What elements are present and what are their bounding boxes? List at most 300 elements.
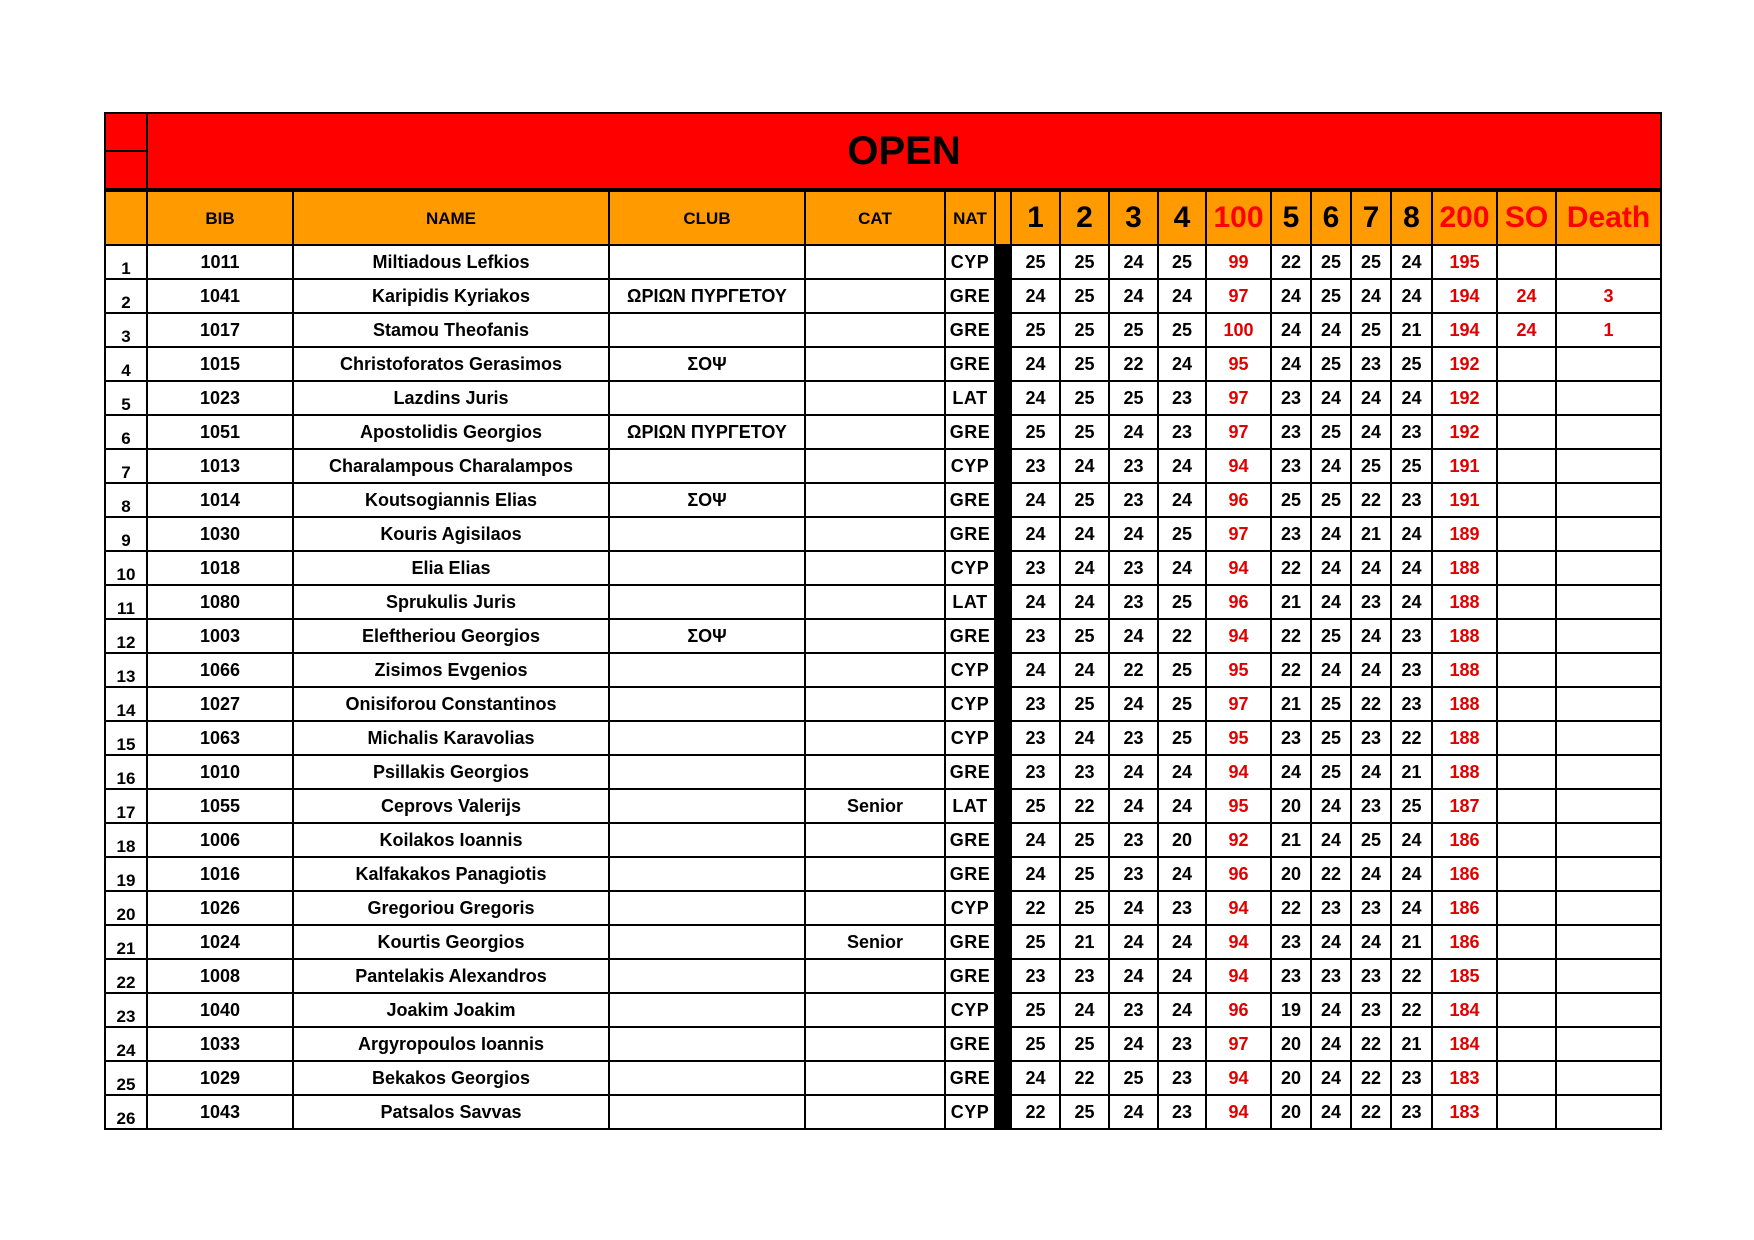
subtotal-100-cell: 94 <box>1206 449 1271 483</box>
series-6-cell: 25 <box>1311 279 1351 313</box>
subtotal-100-cell: 97 <box>1206 415 1271 449</box>
name-cell: Kalfakakos Panagiotis <box>293 857 609 891</box>
series-7-cell: 24 <box>1351 279 1391 313</box>
series-7-cell: 24 <box>1351 551 1391 585</box>
club-cell <box>609 313 805 347</box>
rank-cell: 12 <box>105 619 147 653</box>
subtotal-100-cell: 94 <box>1206 619 1271 653</box>
results-table <box>104 112 1662 1130</box>
name-cell: Onisiforou Constantinos <box>293 687 609 721</box>
rank-cell: 19 <box>105 857 147 891</box>
bib-cell: 1026 <box>147 891 293 925</box>
shootoff-cell <box>1497 925 1556 959</box>
series-6-cell: 23 <box>1311 891 1351 925</box>
shootoff-cell <box>1497 415 1556 449</box>
header-cat: CAT <box>805 190 945 245</box>
series-2-cell: 22 <box>1060 789 1109 823</box>
rank-cell: 23 <box>105 993 147 1027</box>
series-8-cell: 24 <box>1391 823 1432 857</box>
series-5-cell: 23 <box>1271 925 1311 959</box>
series-8-cell: 23 <box>1391 483 1432 517</box>
series-8-cell: 24 <box>1391 381 1432 415</box>
rank-cell: 17 <box>105 789 147 823</box>
cat-cell: Senior <box>805 789 945 823</box>
cat-cell <box>805 959 945 993</box>
cat-cell <box>805 381 945 415</box>
series-4-cell: 23 <box>1158 415 1206 449</box>
series-4-cell: 24 <box>1158 857 1206 891</box>
shootoff-cell <box>1497 1095 1556 1129</box>
series-6-cell: 23 <box>1311 959 1351 993</box>
shootoff-cell <box>1497 517 1556 551</box>
series-1-cell: 25 <box>1011 1027 1060 1061</box>
header-series-1: 1 <box>1011 190 1060 245</box>
death-cell <box>1556 755 1661 789</box>
cat-cell <box>805 483 945 517</box>
series-4-cell: 24 <box>1158 279 1206 313</box>
divider-cell <box>995 449 1011 483</box>
series-3-cell: 25 <box>1109 381 1158 415</box>
bib-cell: 1027 <box>147 687 293 721</box>
series-6-cell: 24 <box>1311 1095 1351 1129</box>
series-7-cell: 24 <box>1351 857 1391 891</box>
bib-cell: 1051 <box>147 415 293 449</box>
series-7-cell: 24 <box>1351 925 1391 959</box>
series-7-cell: 24 <box>1351 415 1391 449</box>
series-7-cell: 24 <box>1351 619 1391 653</box>
rank-cell: 22 <box>105 959 147 993</box>
nat-cell: GRE <box>945 517 995 551</box>
subtotal-100-cell: 96 <box>1206 585 1271 619</box>
death-cell <box>1556 891 1661 925</box>
shootoff-cell <box>1497 857 1556 891</box>
table-row <box>105 1095 1661 1129</box>
series-1-cell: 24 <box>1011 857 1060 891</box>
name-cell: Psillakis Georgios <box>293 755 609 789</box>
nat-cell: GRE <box>945 823 995 857</box>
series-1-cell: 25 <box>1011 313 1060 347</box>
cat-cell <box>805 993 945 1027</box>
series-3-cell: 24 <box>1109 279 1158 313</box>
series-1-cell: 24 <box>1011 1061 1060 1095</box>
subtotal-100-cell: 95 <box>1206 721 1271 755</box>
subtotal-100-cell: 100 <box>1206 313 1271 347</box>
club-cell <box>609 449 805 483</box>
nat-cell: CYP <box>945 449 995 483</box>
series-2-cell: 25 <box>1060 857 1109 891</box>
series-8-cell: 23 <box>1391 415 1432 449</box>
series-5-cell: 24 <box>1271 347 1311 381</box>
death-cell <box>1556 619 1661 653</box>
divider-cell <box>995 313 1011 347</box>
divider-cell <box>995 1095 1011 1129</box>
series-6-cell: 25 <box>1311 483 1351 517</box>
series-2-cell: 24 <box>1060 721 1109 755</box>
total-200-cell: 188 <box>1432 551 1497 585</box>
shootoff-cell <box>1497 347 1556 381</box>
series-8-cell: 24 <box>1391 857 1432 891</box>
divider-cell <box>995 653 1011 687</box>
series-1-cell: 25 <box>1011 245 1060 279</box>
series-5-cell: 24 <box>1271 755 1311 789</box>
header-bib: BIB <box>147 190 293 245</box>
series-2-cell: 23 <box>1060 755 1109 789</box>
nat-cell: LAT <box>945 585 995 619</box>
shootoff-cell <box>1497 585 1556 619</box>
divider-cell <box>995 279 1011 313</box>
name-cell: Eleftheriou Georgios <box>293 619 609 653</box>
series-8-cell: 21 <box>1391 755 1432 789</box>
series-6-cell: 24 <box>1311 1061 1351 1095</box>
page-title: OPEN <box>147 113 1661 190</box>
series-1-cell: 25 <box>1011 925 1060 959</box>
rank-cell: 18 <box>105 823 147 857</box>
club-cell <box>609 925 805 959</box>
series-8-cell: 21 <box>1391 925 1432 959</box>
name-cell: Kourtis Georgios <box>293 925 609 959</box>
name-cell: Michalis Karavolias <box>293 721 609 755</box>
name-cell: Kouris Agisilaos <box>293 517 609 551</box>
nat-cell: LAT <box>945 789 995 823</box>
club-cell <box>609 653 805 687</box>
series-4-cell: 24 <box>1158 755 1206 789</box>
shootoff-cell: 24 <box>1497 279 1556 313</box>
series-5-cell: 22 <box>1271 551 1311 585</box>
table-row <box>105 585 1661 619</box>
series-1-cell: 23 <box>1011 551 1060 585</box>
series-8-cell: 25 <box>1391 789 1432 823</box>
series-3-cell: 23 <box>1109 449 1158 483</box>
series-3-cell: 24 <box>1109 925 1158 959</box>
cat-cell <box>805 653 945 687</box>
bib-cell: 1018 <box>147 551 293 585</box>
series-1-cell: 22 <box>1011 1095 1060 1129</box>
divider-cell <box>995 483 1011 517</box>
cat-cell <box>805 585 945 619</box>
divider-cell <box>995 1027 1011 1061</box>
series-4-cell: 24 <box>1158 993 1206 1027</box>
table-row <box>105 347 1661 381</box>
total-200-cell: 194 <box>1432 313 1497 347</box>
nat-cell: GRE <box>945 755 995 789</box>
bib-cell: 1066 <box>147 653 293 687</box>
cat-cell <box>805 313 945 347</box>
shootoff-cell <box>1497 381 1556 415</box>
bib-cell: 1029 <box>147 1061 293 1095</box>
shootoff-cell: 24 <box>1497 313 1556 347</box>
results-sheet <box>104 112 1660 1130</box>
series-6-cell: 24 <box>1311 585 1351 619</box>
series-8-cell: 22 <box>1391 721 1432 755</box>
series-1-cell: 23 <box>1011 619 1060 653</box>
series-1-cell: 25 <box>1011 993 1060 1027</box>
name-cell: Zisimos Evgenios <box>293 653 609 687</box>
table-row <box>105 449 1661 483</box>
table-row <box>105 823 1661 857</box>
divider-cell <box>995 993 1011 1027</box>
series-8-cell: 24 <box>1391 245 1432 279</box>
series-2-cell: 24 <box>1060 551 1109 585</box>
death-cell <box>1556 1095 1661 1129</box>
bib-cell: 1017 <box>147 313 293 347</box>
divider-cell <box>995 721 1011 755</box>
series-2-cell: 25 <box>1060 347 1109 381</box>
series-4-cell: 24 <box>1158 551 1206 585</box>
shootoff-cell <box>1497 1061 1556 1095</box>
series-8-cell: 24 <box>1391 585 1432 619</box>
series-1-cell: 24 <box>1011 585 1060 619</box>
rank-cell: 11 <box>105 585 147 619</box>
total-200-cell: 188 <box>1432 585 1497 619</box>
series-7-cell: 23 <box>1351 347 1391 381</box>
series-6-cell: 24 <box>1311 789 1351 823</box>
total-200-cell: 187 <box>1432 789 1497 823</box>
series-6-cell: 25 <box>1311 721 1351 755</box>
series-6-cell: 24 <box>1311 381 1351 415</box>
total-200-cell: 183 <box>1432 1095 1497 1129</box>
total-200-cell: 189 <box>1432 517 1497 551</box>
series-3-cell: 24 <box>1109 755 1158 789</box>
divider-cell <box>995 789 1011 823</box>
rank-cell: 3 <box>105 313 147 347</box>
series-3-cell: 24 <box>1109 687 1158 721</box>
bib-cell: 1006 <box>147 823 293 857</box>
bib-cell: 1080 <box>147 585 293 619</box>
total-200-cell: 194 <box>1432 279 1497 313</box>
divider-cell <box>995 857 1011 891</box>
total-200-cell: 188 <box>1432 653 1497 687</box>
shootoff-cell <box>1497 721 1556 755</box>
series-7-cell: 25 <box>1351 449 1391 483</box>
series-7-cell: 22 <box>1351 483 1391 517</box>
table-row <box>105 483 1661 517</box>
header-series-8: 8 <box>1391 190 1432 245</box>
bib-cell: 1041 <box>147 279 293 313</box>
series-5-cell: 23 <box>1271 381 1311 415</box>
subtotal-100-cell: 94 <box>1206 755 1271 789</box>
divider-cell <box>995 381 1011 415</box>
club-cell <box>609 891 805 925</box>
series-4-cell: 24 <box>1158 925 1206 959</box>
series-8-cell: 23 <box>1391 687 1432 721</box>
series-4-cell: 22 <box>1158 619 1206 653</box>
club-cell: ΣΟΨ <box>609 347 805 381</box>
cat-cell <box>805 619 945 653</box>
series-8-cell: 23 <box>1391 653 1432 687</box>
cat-cell <box>805 1061 945 1095</box>
subtotal-100-cell: 99 <box>1206 245 1271 279</box>
series-3-cell: 23 <box>1109 993 1158 1027</box>
series-2-cell: 24 <box>1060 449 1109 483</box>
death-cell <box>1556 585 1661 619</box>
total-200-cell: 195 <box>1432 245 1497 279</box>
subtotal-100-cell: 95 <box>1206 789 1271 823</box>
total-200-cell: 188 <box>1432 619 1497 653</box>
death-cell <box>1556 721 1661 755</box>
table-row <box>105 279 1661 313</box>
nat-cell: CYP <box>945 245 995 279</box>
total-200-cell: 188 <box>1432 721 1497 755</box>
total-200-cell: 185 <box>1432 959 1497 993</box>
series-5-cell: 23 <box>1271 415 1311 449</box>
club-cell <box>609 959 805 993</box>
nat-cell: CYP <box>945 551 995 585</box>
series-3-cell: 24 <box>1109 1027 1158 1061</box>
death-cell <box>1556 789 1661 823</box>
shootoff-cell <box>1497 823 1556 857</box>
club-cell: ΩΡΙΩΝ ΠΥΡΓΕΤΟΥ <box>609 279 805 313</box>
divider-cell <box>995 517 1011 551</box>
series-4-cell: 23 <box>1158 1061 1206 1095</box>
subtotal-100-cell: 97 <box>1206 1027 1271 1061</box>
series-1-cell: 23 <box>1011 449 1060 483</box>
nat-cell: CYP <box>945 993 995 1027</box>
table-row <box>105 1027 1661 1061</box>
series-3-cell: 23 <box>1109 585 1158 619</box>
header-row <box>105 190 1661 245</box>
cat-cell <box>805 721 945 755</box>
nat-cell: GRE <box>945 1027 995 1061</box>
divider-cell <box>995 687 1011 721</box>
series-8-cell: 25 <box>1391 449 1432 483</box>
rank-cell: 25 <box>105 1061 147 1095</box>
name-cell: Joakim Joakim <box>293 993 609 1027</box>
shootoff-cell <box>1497 245 1556 279</box>
death-cell <box>1556 823 1661 857</box>
series-6-cell: 24 <box>1311 449 1351 483</box>
series-2-cell: 25 <box>1060 1095 1109 1129</box>
divider-cell <box>995 925 1011 959</box>
series-1-cell: 24 <box>1011 279 1060 313</box>
series-4-cell: 23 <box>1158 891 1206 925</box>
total-200-cell: 184 <box>1432 993 1497 1027</box>
bib-cell: 1055 <box>147 789 293 823</box>
nat-cell: GRE <box>945 483 995 517</box>
header-rank <box>105 190 147 245</box>
series-5-cell: 21 <box>1271 687 1311 721</box>
death-cell: 1 <box>1556 313 1661 347</box>
series-3-cell: 25 <box>1109 313 1158 347</box>
rank-cell: 10 <box>105 551 147 585</box>
nat-cell: LAT <box>945 381 995 415</box>
series-5-cell: 23 <box>1271 517 1311 551</box>
series-7-cell: 24 <box>1351 755 1391 789</box>
club-cell <box>609 993 805 1027</box>
series-3-cell: 23 <box>1109 823 1158 857</box>
cat-cell <box>805 449 945 483</box>
club-cell: ΣΟΨ <box>609 619 805 653</box>
total-200-cell: 186 <box>1432 891 1497 925</box>
header-nat: NAT <box>945 190 995 245</box>
club-cell: ΩΡΙΩΝ ΠΥΡΓΕΤΟΥ <box>609 415 805 449</box>
bib-cell: 1063 <box>147 721 293 755</box>
name-cell: Karipidis Kyriakos <box>293 279 609 313</box>
death-cell <box>1556 245 1661 279</box>
cat-cell <box>805 857 945 891</box>
corner-cell-top <box>105 113 147 151</box>
death-cell <box>1556 993 1661 1027</box>
table-row <box>105 653 1661 687</box>
series-3-cell: 24 <box>1109 1095 1158 1129</box>
series-5-cell: 20 <box>1271 857 1311 891</box>
header-series-7: 7 <box>1351 190 1391 245</box>
series-2-cell: 25 <box>1060 687 1109 721</box>
series-3-cell: 25 <box>1109 1061 1158 1095</box>
series-3-cell: 24 <box>1109 415 1158 449</box>
divider-cell <box>995 1061 1011 1095</box>
series-7-cell: 24 <box>1351 381 1391 415</box>
cat-cell <box>805 245 945 279</box>
club-cell <box>609 1061 805 1095</box>
name-cell: Bekakos Georgios <box>293 1061 609 1095</box>
series-2-cell: 25 <box>1060 415 1109 449</box>
nat-cell: CYP <box>945 1095 995 1129</box>
series-5-cell: 24 <box>1271 313 1311 347</box>
series-4-cell: 24 <box>1158 959 1206 993</box>
death-cell <box>1556 925 1661 959</box>
nat-cell: CYP <box>945 721 995 755</box>
series-7-cell: 23 <box>1351 891 1391 925</box>
series-1-cell: 23 <box>1011 687 1060 721</box>
series-6-cell: 24 <box>1311 925 1351 959</box>
nat-cell: GRE <box>945 415 995 449</box>
series-7-cell: 23 <box>1351 721 1391 755</box>
series-5-cell: 22 <box>1271 619 1311 653</box>
series-4-cell: 24 <box>1158 483 1206 517</box>
series-7-cell: 23 <box>1351 959 1391 993</box>
divider-cell <box>995 891 1011 925</box>
death-cell <box>1556 959 1661 993</box>
subtotal-100-cell: 95 <box>1206 347 1271 381</box>
nat-cell: GRE <box>945 1061 995 1095</box>
rank-cell: 26 <box>105 1095 147 1129</box>
series-4-cell: 24 <box>1158 789 1206 823</box>
header-divider <box>995 190 1011 245</box>
rank-cell: 1 <box>105 245 147 279</box>
death-cell <box>1556 449 1661 483</box>
series-2-cell: 24 <box>1060 653 1109 687</box>
name-cell: Gregoriou Gregoris <box>293 891 609 925</box>
cat-cell <box>805 1095 945 1129</box>
shootoff-cell <box>1497 483 1556 517</box>
name-cell: Charalampous Charalampos <box>293 449 609 483</box>
series-2-cell: 24 <box>1060 585 1109 619</box>
header-club: CLUB <box>609 190 805 245</box>
nat-cell: GRE <box>945 279 995 313</box>
rank-cell: 4 <box>105 347 147 381</box>
shootoff-cell <box>1497 551 1556 585</box>
cat-cell <box>805 891 945 925</box>
series-6-cell: 24 <box>1311 653 1351 687</box>
series-8-cell: 22 <box>1391 959 1432 993</box>
shootoff-cell <box>1497 789 1556 823</box>
series-2-cell: 22 <box>1060 1061 1109 1095</box>
bib-cell: 1008 <box>147 959 293 993</box>
series-8-cell: 23 <box>1391 1095 1432 1129</box>
divider-cell <box>995 823 1011 857</box>
cat-cell <box>805 823 945 857</box>
bib-cell: 1011 <box>147 245 293 279</box>
name-cell: Pantelakis Alexandros <box>293 959 609 993</box>
bib-cell: 1040 <box>147 993 293 1027</box>
corner-cell-bottom <box>105 151 147 190</box>
nat-cell: GRE <box>945 925 995 959</box>
header-series-4: 4 <box>1158 190 1206 245</box>
series-6-cell: 24 <box>1311 313 1351 347</box>
series-8-cell: 24 <box>1391 517 1432 551</box>
series-2-cell: 21 <box>1060 925 1109 959</box>
series-3-cell: 22 <box>1109 653 1158 687</box>
